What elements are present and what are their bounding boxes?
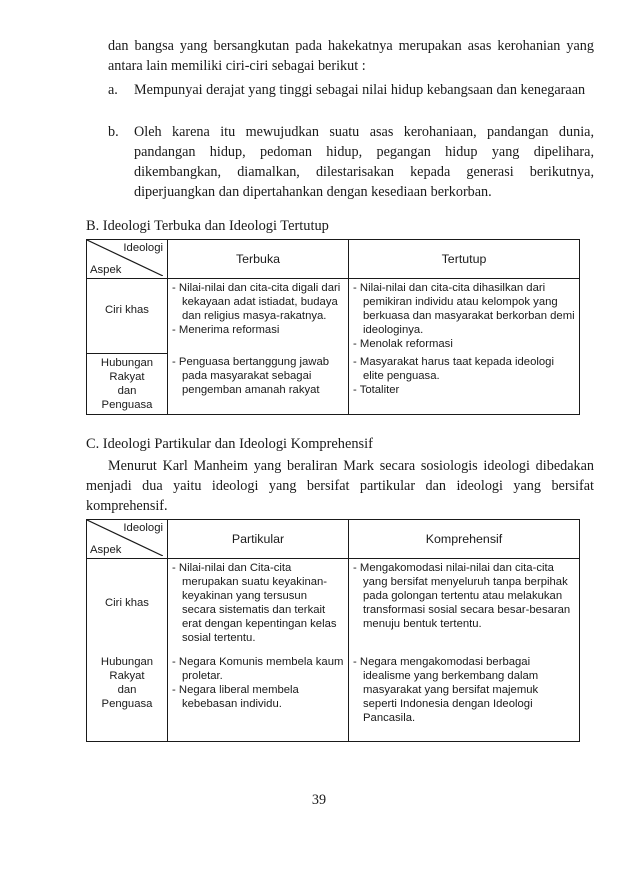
bullet-text: - Penguasa bertanggung jawab pada masyarakat sebagai pengemban amanah rakyat	[172, 355, 344, 397]
list-marker: b.	[108, 124, 119, 140]
table-cell	[349, 279, 580, 354]
aspect-cell	[87, 279, 168, 354]
aspect-cell	[87, 559, 168, 648]
page-number: 39	[311, 792, 327, 808]
section-c-heading: C. Ideologi Partikular dan Ideologi Komprehensif	[86, 436, 373, 452]
table-partikular-komprehensif	[86, 519, 580, 742]
list-marker: a.	[108, 82, 118, 98]
table-cell	[168, 353, 349, 414]
table-row	[87, 279, 580, 354]
bullet-text: - Nilai-nilai dan cita-cita digali dari kekayaan adat istiadat, budaya dan religius masya-rakatnya.	[172, 281, 344, 323]
list-item-b	[108, 122, 594, 202]
table-row	[87, 353, 580, 414]
column-header: Tertutup	[349, 240, 580, 279]
bullet-text: - Negara Komunis membela kaum proletar.	[172, 655, 344, 683]
table-cell	[349, 353, 580, 414]
bullet-text: - Negara mengakomodasi berbagai idealisme yang berkembang dalam masyarakat yang bersifat majemuk seperti Indonesia dengan Ideologi Pancasila.	[353, 655, 575, 725]
bullet-text: - Totaliter	[353, 383, 575, 397]
section-b-heading: B. Ideologi Terbuka dan Ideologi Tertutup	[86, 218, 329, 234]
table-cell	[349, 647, 580, 742]
corner-cell	[87, 520, 168, 559]
column-header: Partikular	[168, 520, 349, 559]
section-c-paragraph: Menurut Karl Manheim yang beraliran Mark secara sosiologis ideologi dibedakan menjadi dua yaitu ideologi yang bersifat partikular dan ideologi yang bersifat komprehensif.	[86, 458, 594, 514]
aspect-label: Hubungan	[100, 356, 154, 369]
aspect-label: Rakyat	[109, 370, 145, 383]
aspect-label: Rakyat	[109, 670, 145, 682]
bullet-text: - Nilai-nilai dan Cita-cita merupakan suatu keyakinan-keyakinan yang tersusun secara sistematis dan terkait erat dengan kepentingan kelas sosial tertentu.	[172, 561, 344, 645]
table-header-row	[87, 240, 580, 279]
corner-cell	[87, 240, 168, 279]
table-cell	[168, 559, 349, 648]
table-row	[87, 559, 580, 648]
corner-label-aspek: Aspek	[90, 544, 122, 556]
aspect-cell	[87, 353, 168, 414]
table-cell	[349, 559, 580, 648]
column-header: Komprehensif	[349, 520, 580, 559]
table-header-row	[87, 520, 580, 559]
corner-label-ideologi: Ideologi	[123, 522, 163, 534]
table-row	[87, 647, 580, 742]
corner-label-ideologi: Ideologi	[123, 242, 163, 254]
aspect-cell	[87, 647, 168, 742]
bullet-text: - Nilai-nilai dan cita-cita dihasilkan dari pemikiran individu atau kelompok yang berkuasa dan masyarakat berkorban demi ideologinya.	[353, 281, 575, 337]
bullet-text: - Menolak reformasi	[353, 337, 575, 351]
bullet-text: - Menerima reformasi	[172, 323, 344, 337]
bullet-text: - Masyarakat harus taat kepada ideologi elite penguasa.	[353, 355, 575, 383]
aspect-label: Hubungan	[100, 656, 154, 668]
column-header: Terbuka	[168, 240, 349, 279]
list-text: Oleh karena itu mewujudkan suatu asas kerohaniaan, pandangan dunia, pandangan hidup, pedoman hidup, pegangan hidup yang dipelihara, dikembangkan, diamalkan, dilestarisakan kepada generasi berikutnya, diperjuangkan dan dipertahankan dengan kesediaan berkorban.	[134, 124, 594, 200]
bullet-text: - Negara liberal membela kebebasan individu.	[172, 683, 344, 711]
aspect-label: Ciri khas	[105, 303, 149, 316]
aspect-label: dan Penguasa	[101, 684, 153, 710]
table-cell	[168, 279, 349, 354]
list-text: Mempunyai derajat yang tinggi sebagai nilai hidup kebangsaan dan kenegaraan	[134, 82, 586, 98]
corner-label-aspek: Aspek	[90, 264, 122, 276]
aspect-label: Ciri khas	[105, 597, 149, 609]
intro-paragraph: dan bangsa yang bersangkutan pada hakekatnya merupakan asas kerohanian yang antara lain memiliki ciri-ciri sebagai berikut :	[108, 38, 594, 74]
bullet-text: - Mengakomodasi nilai-nilai dan cita-cita yang bersifat menyeluruh tanpa berpihak pada golongan tertentu atau melakukan transformasi sosial secara besar-besaran menuju bentuk tertentu.	[353, 561, 575, 631]
aspect-label: dan Penguasa	[101, 384, 153, 411]
table-cell	[168, 647, 349, 742]
list-item-a	[108, 80, 594, 100]
table-terbuka-tertutup	[86, 239, 580, 415]
